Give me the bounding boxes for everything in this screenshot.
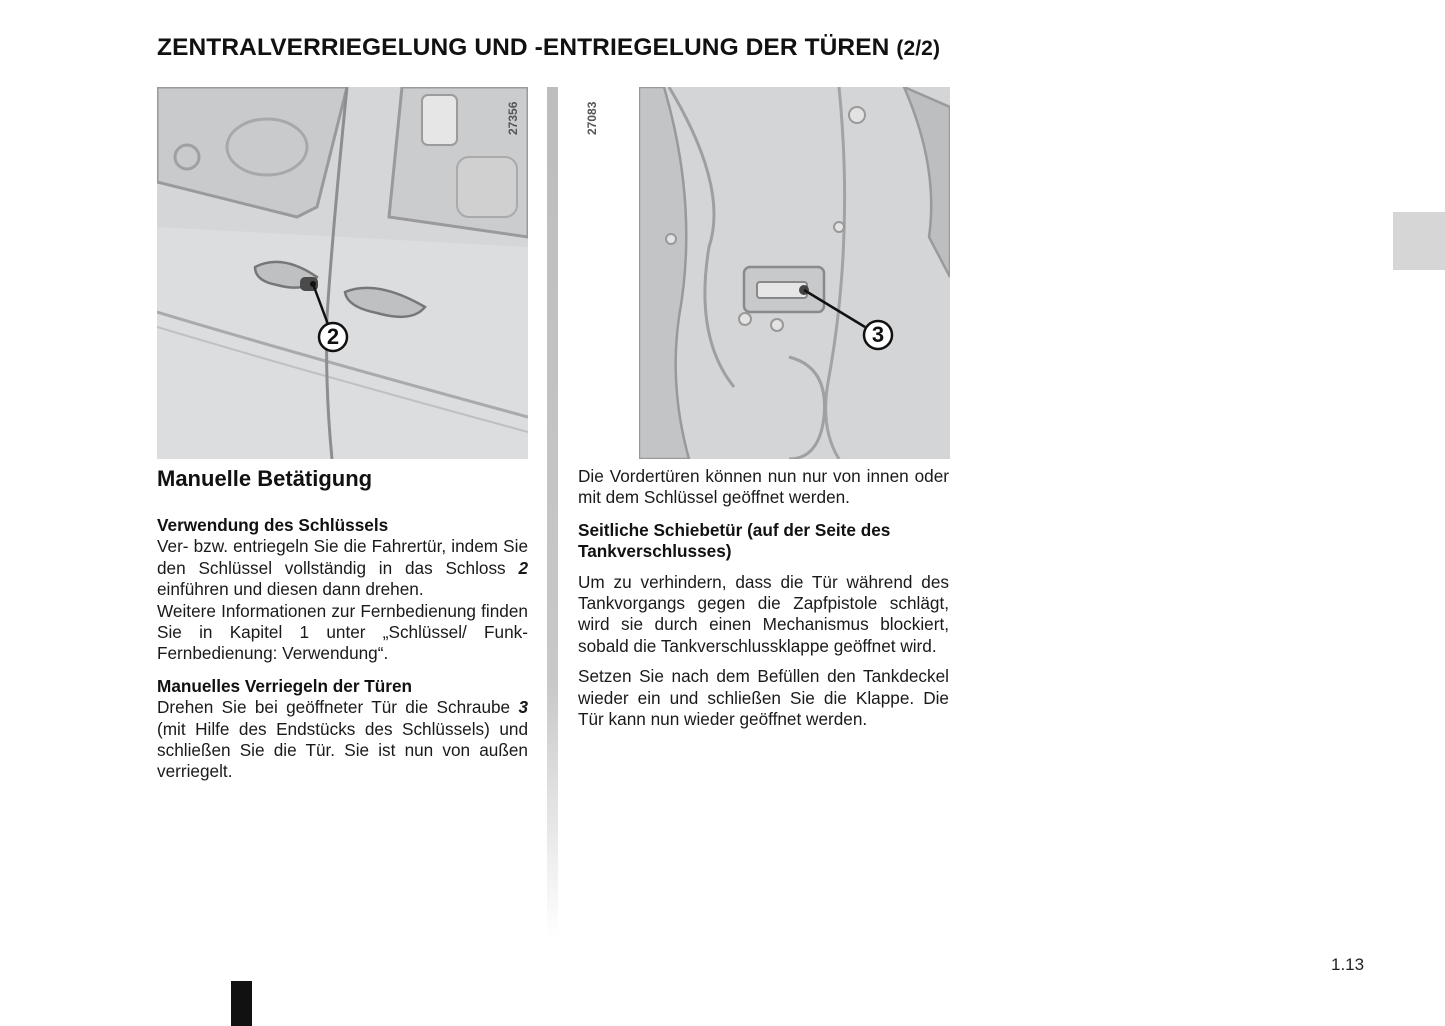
sliding-door-title: Seitliche Schiebetür (auf der Seite des Tankverschlusses) (578, 519, 891, 562)
manual-lock-text (157, 697, 528, 783)
bottom-marker (231, 981, 252, 1026)
key-section-title: Verwendung des Schlüssels (157, 515, 389, 535)
callout-3 (862, 319, 894, 356)
door-handle-illustration (157, 87, 528, 459)
sliding-door-para-1: Um zu verhindern, dass die Tür während des Tankvorgangs gegen die Zapfpistole schlägt, wird sie durch einen Mechanismus blockiert, sobald die Tankverschlussklappe geöffnet wird. (578, 571, 949, 656)
door-lock-illustration (639, 87, 950, 459)
key-ref-number: 2 (518, 557, 528, 578)
remote-info-text: Weitere Informationen zur Fernbedienung finden Sie in Kapitel 1 unter „Schlüssel/ Funk-Fernbedienung: Verwendung“. (157, 600, 528, 664)
callout-2 (317, 321, 349, 358)
title-main: ZENTRALVERRIEGELUNG UND -ENTRIEGELUNG DER TÜREN (157, 34, 890, 61)
lock-text-before: Drehen Sie bei geöffneter Tür die Schraube (157, 697, 519, 718)
lock-text-after: (mit Hilfe des Endstücks des Schlüssels) und schließen Sie die Tür. Sie ist nun von außen verriegelt. (157, 718, 528, 782)
callout-2-label: 2 (326, 324, 340, 349)
page-title (157, 34, 940, 62)
title-part: (2/2) (896, 37, 941, 60)
section-heading: Manuelle Betätigung (157, 466, 373, 491)
figure-code-right: 27083 (585, 101, 599, 135)
key-text-after: einführen und diesen dann drehen. (157, 579, 424, 600)
lock-ref-number: 3 (518, 697, 528, 718)
front-doors-text: Die Vordertüren können nun nur von innen oder mit dem Schlüssel geöffnet werden. (578, 466, 949, 508)
figure-code-left: 27356 (506, 101, 520, 135)
key-text-before: Ver- bzw. entriegeln Sie die Fahrertür, indem Sie den Schlüssel vollständig in das Schloss (157, 536, 528, 578)
sliding-door-para-2: Setzen Sie nach dem Befüllen den Tankdeckel wieder ein und schließen Sie die Klappe. Die Tür kann nun wieder geöffnet werden. (578, 666, 949, 730)
left-column (157, 465, 528, 783)
key-section-text (157, 536, 528, 600)
right-column (578, 466, 949, 730)
car-side-drawing (157, 87, 528, 459)
door-lock-drawing (639, 87, 950, 459)
page-number: 1.13 (1331, 955, 1365, 974)
manual-lock-title: Manuelles Verriegeln der Türen (157, 675, 413, 696)
chapter-tab (1393, 212, 1445, 270)
callout-3-label: 3 (871, 322, 885, 347)
column-divider (547, 87, 558, 937)
